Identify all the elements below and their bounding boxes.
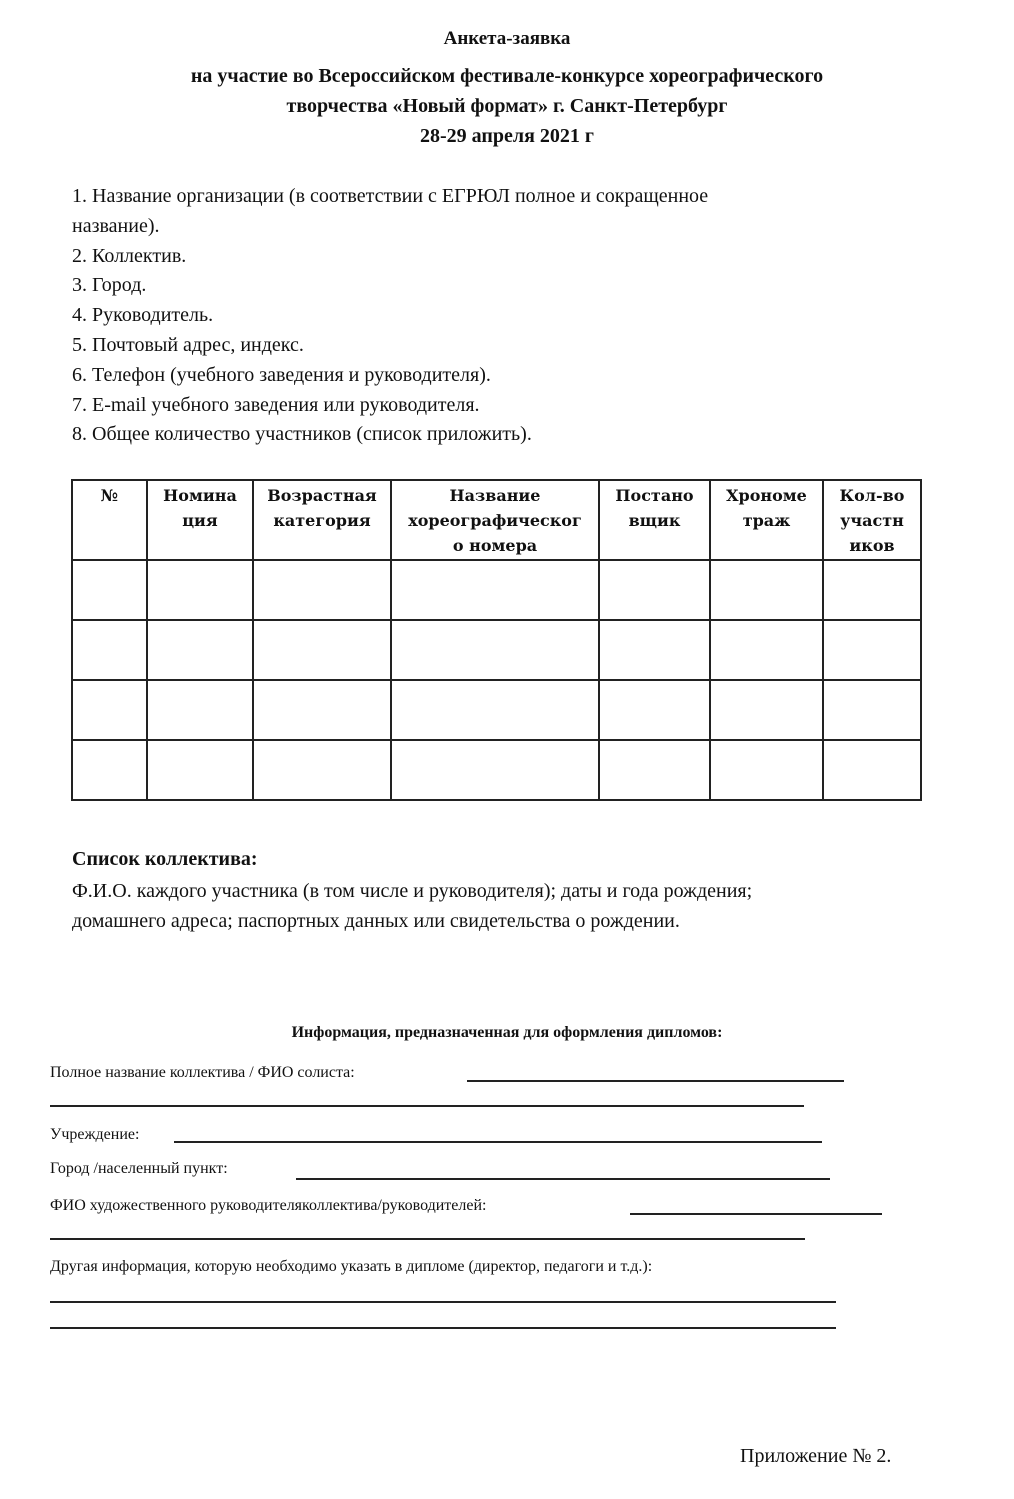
header-nomination: Номина ция	[147, 480, 253, 560]
cell-nomination[interactable]	[147, 560, 253, 620]
city-input-line[interactable]	[296, 1178, 830, 1180]
table-row	[72, 680, 921, 740]
requirement-item: 3. Город.	[72, 274, 147, 297]
cell-duration[interactable]	[710, 560, 823, 620]
cell-number[interactable]	[72, 560, 147, 620]
header-choreographer: Постано вщик	[599, 480, 710, 560]
cell-age-category[interactable]	[253, 560, 391, 620]
collective-name-label: Полное название коллектива / ФИО солиста:	[50, 1064, 355, 1081]
form-subtitle-line2: творчества «Новый формат» г. Санкт-Петербург	[286, 95, 728, 117]
entry-table	[71, 479, 922, 801]
cell-duration[interactable]	[710, 680, 823, 740]
cell-nomination[interactable]	[147, 620, 253, 680]
cell-age-category[interactable]	[253, 680, 391, 740]
cell-duration[interactable]	[710, 740, 823, 800]
requirement-item: 8. Общее количество участников (список приложить).	[72, 423, 532, 446]
cell-choreographer[interactable]	[599, 740, 710, 800]
collective-name-input-line-2[interactable]	[50, 1105, 804, 1107]
table-row	[72, 560, 921, 620]
cell-participants-count[interactable]	[823, 620, 921, 680]
cell-number[interactable]	[72, 740, 147, 800]
cell-nomination[interactable]	[147, 740, 253, 800]
cell-choreographer[interactable]	[599, 560, 710, 620]
requirement-item: 2. Коллектив.	[72, 244, 187, 267]
requirements-list	[72, 182, 892, 450]
cell-number[interactable]	[72, 620, 147, 680]
requirement-item: 4. Руководитель.	[72, 304, 214, 327]
requirement-item: 5. Почтовый адрес, индекс.	[72, 333, 304, 356]
institution-input-line[interactable]	[174, 1141, 822, 1143]
collective-list-text	[72, 876, 972, 936]
requirement-item: 1. Название организации (в соответствии с ЕГРЮЛ полное и сокращенное	[72, 185, 709, 207]
header-dance-title: Название хореографическог о номера	[391, 480, 599, 560]
header-number: №	[72, 480, 147, 560]
table-row	[72, 620, 921, 680]
cell-participants-count[interactable]	[823, 680, 921, 740]
cell-age-category[interactable]	[253, 740, 391, 800]
leaders-label: ФИО художественного руководителяколлектива/руководителей:	[50, 1197, 487, 1214]
cell-choreographer[interactable]	[599, 620, 710, 680]
form-subtitle-line1: на участие во Всероссийском фестивале-конкурсе хореографического	[190, 65, 824, 87]
cell-participants-count[interactable]	[823, 560, 921, 620]
collective-list-line: домашнего адреса; паспортных данных или свидетельства о рождении.	[72, 910, 680, 932]
other-info-input-line[interactable]	[50, 1301, 836, 1303]
cell-nomination[interactable]	[147, 680, 253, 740]
festival-dates: 28-29 апреля 2021 г	[419, 125, 595, 147]
other-info-label: Другая информация, которую необходимо указать в дипломе (директор, педагоги и т.д.):	[50, 1258, 653, 1275]
other-info-input-line-2[interactable]	[50, 1327, 836, 1329]
cell-dance-title[interactable]	[391, 560, 599, 620]
collective-list-line: Ф.И.О. каждого участника (в том числе и руководителя); даты и года рождения;	[72, 880, 753, 902]
table-header-row	[72, 480, 921, 560]
city-label: Город /населенный пункт:	[50, 1160, 228, 1177]
header-duration: Хрономе траж	[710, 480, 823, 560]
table-row	[72, 740, 921, 800]
appendix-label: Приложение № 2.	[740, 1445, 892, 1467]
collective-name-input-line[interactable]	[467, 1080, 844, 1082]
leaders-input-line-2[interactable]	[50, 1238, 805, 1240]
form-title: Анкета-заявка	[443, 28, 571, 49]
header-participants-count: Кол-во участн иков	[823, 480, 921, 560]
cell-dance-title[interactable]	[391, 620, 599, 680]
diploma-info-heading: Информация, предназначенная для оформления дипломов:	[291, 1024, 723, 1041]
cell-age-category[interactable]	[253, 620, 391, 680]
requirement-item: название).	[72, 214, 160, 237]
leaders-input-line[interactable]	[630, 1213, 882, 1215]
institution-label: Учреждение:	[50, 1126, 140, 1143]
cell-duration[interactable]	[710, 620, 823, 680]
cell-number[interactable]	[72, 680, 147, 740]
cell-participants-count[interactable]	[823, 740, 921, 800]
header-age-category: Возрастная категория	[253, 480, 391, 560]
collective-list-heading: Список коллектива:	[72, 848, 258, 870]
cell-dance-title[interactable]	[391, 680, 599, 740]
requirement-item: 7. E-mail учебного заведения или руководителя.	[72, 393, 480, 416]
cell-choreographer[interactable]	[599, 680, 710, 740]
cell-dance-title[interactable]	[391, 740, 599, 800]
requirement-item: 6. Телефон (учебного заведения и руководителя).	[72, 363, 491, 386]
